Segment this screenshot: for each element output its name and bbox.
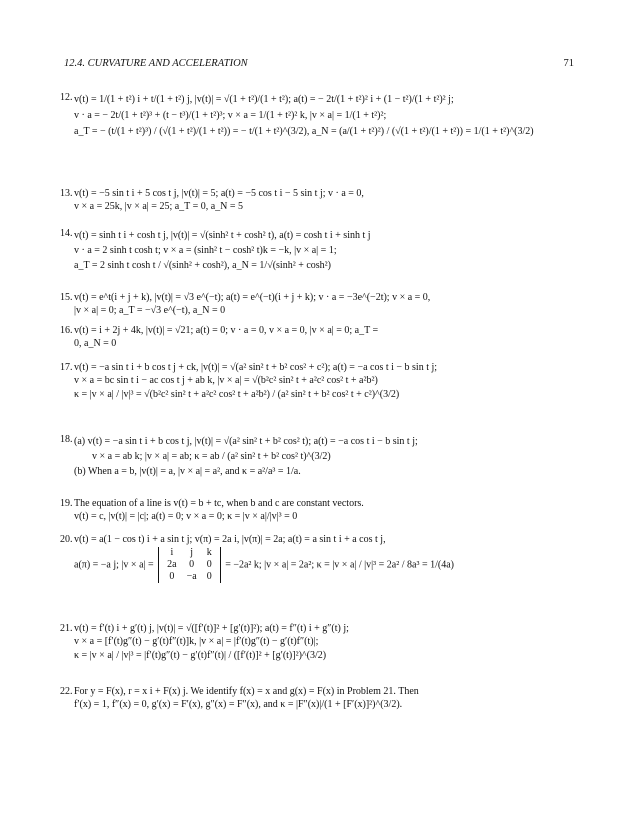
- problem-19: [60, 498, 574, 523]
- matrix-cell: 0: [206, 570, 212, 582]
- matrix-cell: j: [190, 546, 194, 558]
- problem-line: v(t) = a(1 − cos t) i + a sin t j; v(π) = 2a i, |v(π)| = 2a; a(t) = a sin t i + a cos t j,: [74, 534, 386, 545]
- problem-line: κ = |v × a| / |v|³ = |f′(t)g″(t) − g′(t)f″(t)| / ([f′(t)]² + [g′(t)]²)^(3/2): [74, 650, 327, 662]
- problem-line: For y = F(x), r = x i + F(x) j. We identify f(x) = x and g(x) = F(x) in Problem 21. Then: [74, 686, 419, 697]
- problem-17: [60, 362, 574, 403]
- problem-line: (a) v(t) = −a sin t i + b cos t j, |v(t)| = √(a² sin² t + b² cos² t); a(t) = −a cos t i − b sin t j;: [74, 436, 418, 447]
- matrix-cell: i: [170, 546, 174, 558]
- problem-line: v(t) = −5 sin t i + 5 cos t j, |v(t)| = 5; a(t) = −5 cos t i − 5 sin t j; v · a = 0,: [74, 188, 364, 199]
- cross-product-determinant: [158, 547, 221, 583]
- matrix-cell: 0: [169, 570, 175, 582]
- problem-line-part: a(π) = −a j; |v × a| =: [74, 558, 154, 570]
- problem-number: 13.: [60, 188, 73, 199]
- problem-21: [60, 623, 574, 664]
- problem-line: v(t) = e^t(i + j + k), |v(t)| = √3 e^(−t); a(t) = e^(−t)(i + j + k); v · a = −3e^(−2t); v × a = 0,: [74, 292, 431, 303]
- problem-line: v · a = − 2t/(1 + t²)³ + (t − t³)/(1 + t²)³; v × a = 1/(1 + t²)² k, |v × a| = 1/(1 + t²)²;: [74, 110, 387, 121]
- problem-line: v(t) = sinh t i + cosh t j, |v(t)| = √(sinh² t + cosh² t), a(t) = cosh t i + sinh t j: [74, 230, 371, 241]
- matrix-cell: −a: [186, 570, 197, 582]
- problem-12: [60, 92, 574, 140]
- problem-number: 19.: [60, 498, 73, 509]
- problem-line-part: = −2a² k; |v × a| = 2a²; κ = |v × a| / |v|³ = 2a² / 8a³ = 1/(4a): [225, 558, 454, 570]
- page-header: [64, 58, 574, 69]
- problem-line: v × a = [f′(t)g″(t) − g′(t)f″(t)]k, |v × a| = |f′(t)g″(t) − g′(t)f″(t)|;: [74, 635, 319, 647]
- problem-line: The equation of a line is v(t) = b + tc, when b and c are constant vectors.: [74, 498, 364, 509]
- problem-line: κ = |v × a| / |v|³ = √(b²c² sin² t + a²c² cos² t + a²b²) / (a² sin² t + b² cos² t + c²)^(3/2): [74, 389, 400, 401]
- problem-line: v(t) = −a sin t i + b cos t j + ck, |v(t)| = √(a² sin² t + b² cos² + c²); a(t) = −a cos t i − b sin t j;: [74, 362, 438, 373]
- problem-number: 18.: [60, 434, 73, 445]
- problem-line: a_T = 2 sinh t cosh t / √(sinh² + cosh²), a_N = 1/√(sinh² + cosh²): [74, 260, 331, 271]
- problem-line: [74, 547, 574, 583]
- problem-line: v(t) = i + 2j + 4k, |v(t)| = √21; a(t) = 0; v · a = 0, v × a = 0, |v × a| = 0; a_T =: [74, 325, 379, 336]
- matrix-cell: k: [206, 546, 212, 558]
- problem-line: v(t) = 1/(1 + t²) i + t/(1 + t²) j, |v(t)| = √(1 + t²)/(1 + t²); a(t) = − 2t/(1 + t²)² i + (1 − t²)/(1 + t²)² j;: [74, 94, 454, 105]
- problem-22: [60, 686, 574, 711]
- problem-line: v × a = ab k; |v × a| = ab; κ = ab / (a² sin² t + b² cos² t)^(3/2): [92, 451, 331, 462]
- problem-14: [60, 228, 574, 273]
- problem-line: a_T = − (t/(1 + t²)³) / (√(1 + t²)/(1 + t²)) = − t/(1 + t²)^(3/2), a_N = (a/(1 + t²)²) / (√(1 + t²)/(1 + t²)) = 1/(1 + t²)^(3/2): [74, 126, 534, 137]
- problem-line: |v × a| = 0; a_T = −√3 e^(−t), a_N = 0: [74, 304, 226, 316]
- problem-line: f′(x) = 1, f″(x) = 0, g′(x) = F′(x), g″(x) = F″(x), and κ = |F″(x)|/(1 + [F′(x)]²)^(3/2).: [74, 698, 403, 710]
- problem-number: 21.: [60, 623, 73, 634]
- problem-number: 12.: [60, 92, 73, 103]
- problem-line: v × a = bc sin t i − ac cos t j + ab k, |v × a| = √(b²c² sin² t + a²c² cos² t + a²b²): [74, 374, 378, 386]
- problem-line: v · a = 2 sinh t cosh t; v × a = (sinh² t − cosh² t)k = −k, |v × a| = 1;: [74, 245, 337, 256]
- problem-number: 14.: [60, 228, 73, 239]
- problem-number: 16.: [60, 325, 73, 336]
- problem-20: [60, 534, 574, 583]
- problem-16: [60, 325, 574, 350]
- problem-line: v(t) = c, |v(t)| = |c|; a(t) = 0; v × a = 0; κ = |v × a|/|v|³ = 0: [74, 510, 298, 522]
- problem-number: 17.: [60, 362, 73, 373]
- problem-line: (b) When a = b, |v(t)| = a, |v × a| = a², and κ = a²/a³ = 1/a.: [74, 466, 301, 477]
- problem-number: 15.: [60, 292, 73, 303]
- problem-15: [60, 292, 574, 317]
- problem-18: [60, 434, 574, 479]
- problem-number: 20.: [60, 534, 73, 545]
- problem-line: v(t) = f′(t) i + g′(t) j, |v(t)| = √([f′(t)]² + [g′(t)]²); a(t) = f″(t) i + g″(t) j;: [74, 623, 349, 634]
- problem-13: [60, 188, 574, 213]
- section-title: 12.4. CURVATURE AND ACCELERATION: [64, 58, 248, 69]
- matrix-cell: 0: [206, 558, 212, 570]
- problem-line: 0, a_N = 0: [74, 337, 117, 349]
- matrix-cell: 0: [189, 558, 195, 570]
- matrix-cell: 2a: [167, 558, 177, 570]
- page-number: 71: [563, 58, 574, 69]
- problem-line: v × a = 25k, |v × a| = 25; a_T = 0, a_N = 5: [74, 200, 244, 212]
- problem-number: 22.: [60, 686, 73, 697]
